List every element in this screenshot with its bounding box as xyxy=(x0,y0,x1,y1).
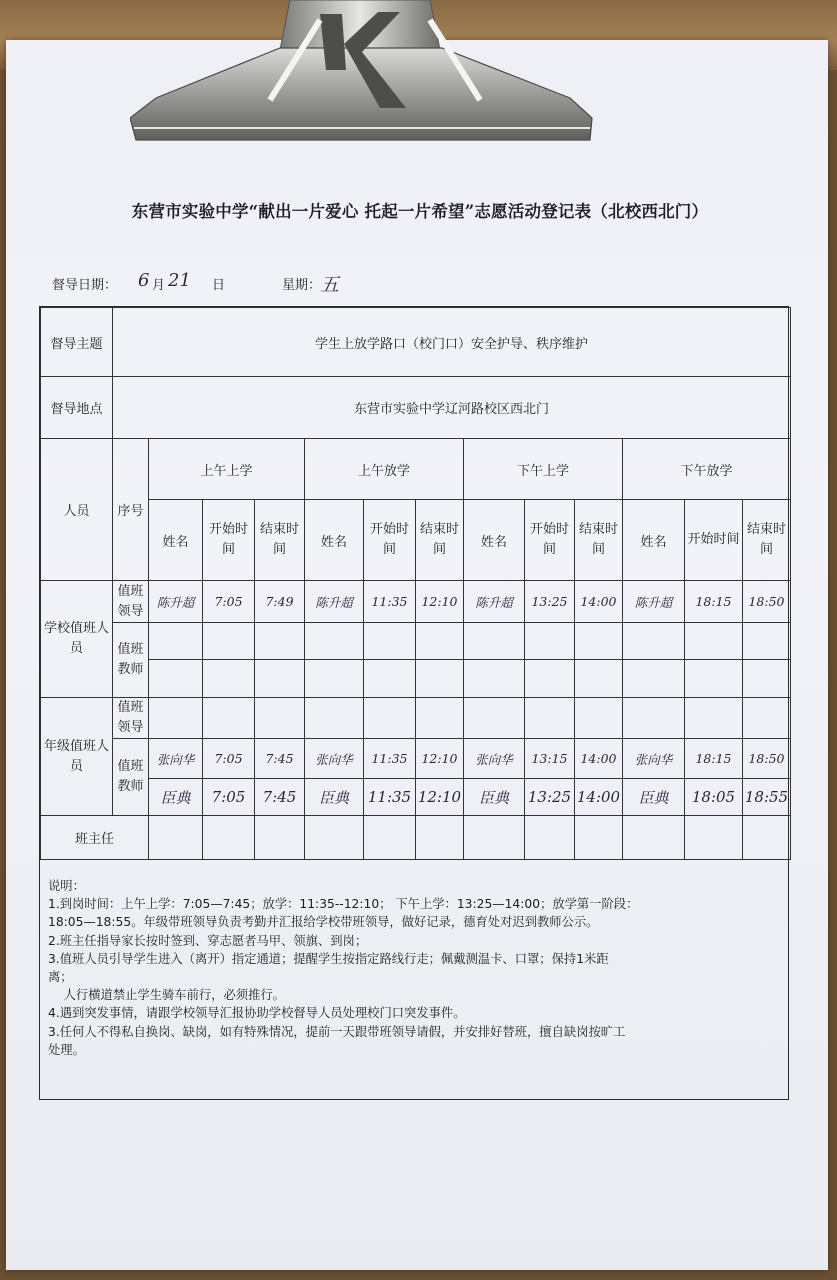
grade-teacher-a-start-2: 11:35 xyxy=(364,739,416,779)
grade-teacher-a-end-4: 18:50 xyxy=(743,739,791,779)
school-duty-label: 学校值班人员 xyxy=(41,581,113,698)
date-label: 督导日期： xyxy=(52,278,118,293)
grade-teacher-b-end-3: 14:00 xyxy=(575,779,623,816)
notes-line: 处理。 xyxy=(48,1042,85,1057)
school-leader-name-2: 陈升超 xyxy=(305,581,364,623)
grade-teacher-b-start-2: 11:35 xyxy=(364,779,416,816)
notes-line: 1.到岗时间：上午上学：7:05—7:45；放学：11:35--12:10； 下午上学：13:25—14:00；放学第一阶段： xyxy=(48,897,639,912)
period-morning-dismissal: 上午放学 xyxy=(305,439,464,500)
topic-label: 督导主题 xyxy=(41,308,113,377)
col-end: 结束时间 xyxy=(743,500,791,581)
grade-teacher-a-name-4: 张向华 xyxy=(623,739,685,779)
school-leader-end-2: 12:10 xyxy=(416,581,464,623)
location-value: 东营市实验中学辽河路校区西北门 xyxy=(113,377,791,439)
form-title: 东营市实验中学“献出一片爱心 托起一片希望”志愿活动登记表（北校西北门） xyxy=(131,202,709,221)
grade-teacher-a-name-2: 张向华 xyxy=(305,739,364,779)
col-end: 结束时间 xyxy=(416,500,464,581)
personnel-label: 人员 xyxy=(41,439,113,581)
col-name: 姓名 xyxy=(149,500,203,581)
weekday-label: 星期： xyxy=(282,278,322,293)
grade-teacher-b-end-4: 18:55 xyxy=(743,779,791,816)
notes-line: 离； xyxy=(48,970,73,985)
grade-teacher-a-start-1: 7:05 xyxy=(203,739,255,779)
location-label: 督导地点 xyxy=(41,377,113,439)
month-suffix: 月 xyxy=(152,278,166,293)
grade-teacher-b-name-4: 臣典 xyxy=(623,779,685,816)
col-name: 姓名 xyxy=(464,500,525,581)
school-leader-end-4: 18:50 xyxy=(743,581,791,623)
grade-teacher-b-name-1: 臣典 xyxy=(149,779,203,816)
school-leader-name-1: 陈升超 xyxy=(149,581,203,623)
col-end: 结束时间 xyxy=(255,500,305,581)
col-name: 姓名 xyxy=(623,500,685,581)
notes-line: 18:05—18:55。年级带班领导负责考勤并汇报给学校带班领导，做好记录，德育处对迟到教师公示。 xyxy=(48,915,599,930)
school-leader-start-3: 13:25 xyxy=(525,581,575,623)
col-start: 开始时间 xyxy=(525,500,575,581)
teacher-label: 值班教师 xyxy=(113,739,149,816)
grade-duty-label: 年级值班人员 xyxy=(41,698,113,816)
grade-teacher-b-name-2: 臣典 xyxy=(305,779,364,816)
topic-value: 学生上放学路口（校门口）安全护导、秩序维护 xyxy=(113,308,791,377)
school-leader-start-1: 7:05 xyxy=(203,581,255,623)
school-leader-name-4: 陈升超 xyxy=(623,581,685,623)
notes-line: 人行横道禁止学生骑车前行，必须推行。 xyxy=(48,988,285,1003)
grade-teacher-a-start-3: 13:15 xyxy=(525,739,575,779)
grade-teacher-a-name-3: 张向华 xyxy=(464,739,525,779)
notes-line: 4.遇到突发事情，请跟学校领导汇报协助学校督导人员处理校门口突发事件。 xyxy=(48,1006,466,1021)
period-afternoon-arrival: 下午上学 xyxy=(464,439,623,500)
leader-label: 值班领导 xyxy=(113,698,149,739)
duty-table xyxy=(40,307,791,860)
col-name: 姓名 xyxy=(305,500,364,581)
notes-line: 3.值班人员引导学生进入（离开）指定通道；提醒学生按指定路线行走；佩戴测温卡、口罩；保持1米距 xyxy=(48,951,609,966)
col-start: 开始时间 xyxy=(203,500,255,581)
leader-label: 值班领导 xyxy=(113,581,149,623)
date-month: 6 xyxy=(138,270,150,291)
period-afternoon-dismissal: 下午放学 xyxy=(623,439,791,500)
grade-teacher-b-end-2: 12:10 xyxy=(416,779,464,816)
class-teacher-label: 班主任 xyxy=(41,816,149,860)
notes-heading: 说明： xyxy=(48,879,85,893)
col-start: 开始时间 xyxy=(364,500,416,581)
notes-section xyxy=(48,877,783,1059)
registration-sheet xyxy=(39,306,789,1100)
grade-teacher-b-start-3: 13:25 xyxy=(525,779,575,816)
clipboard-clip-icon xyxy=(130,0,594,150)
school-leader-start-2: 11:35 xyxy=(364,581,416,623)
school-leader-name-3: 陈升超 xyxy=(464,581,525,623)
teacher-label: 值班教师 xyxy=(113,623,149,698)
grade-teacher-b-start-1: 7:05 xyxy=(203,779,255,816)
date-day: 21 xyxy=(168,270,191,291)
grade-teacher-a-start-4: 18:15 xyxy=(685,739,743,779)
school-leader-end-1: 7:49 xyxy=(255,581,305,623)
notes-line: 2.班主任指导家长按时签到、穿志愿者马甲、领旗、到岗； xyxy=(48,933,368,948)
school-leader-end-3: 14:00 xyxy=(575,581,623,623)
grade-teacher-a-name-1: 张向华 xyxy=(149,739,203,779)
period-morning-arrival: 上午上学 xyxy=(149,439,305,500)
day-suffix: 日 xyxy=(212,278,226,293)
grade-teacher-b-end-1: 7:45 xyxy=(255,779,305,816)
notes-line: 3.任何人不得私自换岗、缺岗，如有特殊情况，提前一天跟带班领导请假，并安排好替班，擅自缺岗按旷工 xyxy=(48,1024,626,1039)
grade-teacher-b-name-3: 臣典 xyxy=(464,779,525,816)
col-end: 结束时间 xyxy=(575,500,623,581)
col-start: 开始时间 xyxy=(685,500,743,581)
seq-label: 序号 xyxy=(113,439,149,581)
grade-teacher-a-end-2: 12:10 xyxy=(416,739,464,779)
grade-teacher-b-start-4: 18:05 xyxy=(685,779,743,816)
grade-teacher-a-end-1: 7:45 xyxy=(255,739,305,779)
weekday-value: 五 xyxy=(320,274,340,296)
grade-teacher-a-end-3: 14:00 xyxy=(575,739,623,779)
school-leader-start-4: 18:15 xyxy=(685,581,743,623)
